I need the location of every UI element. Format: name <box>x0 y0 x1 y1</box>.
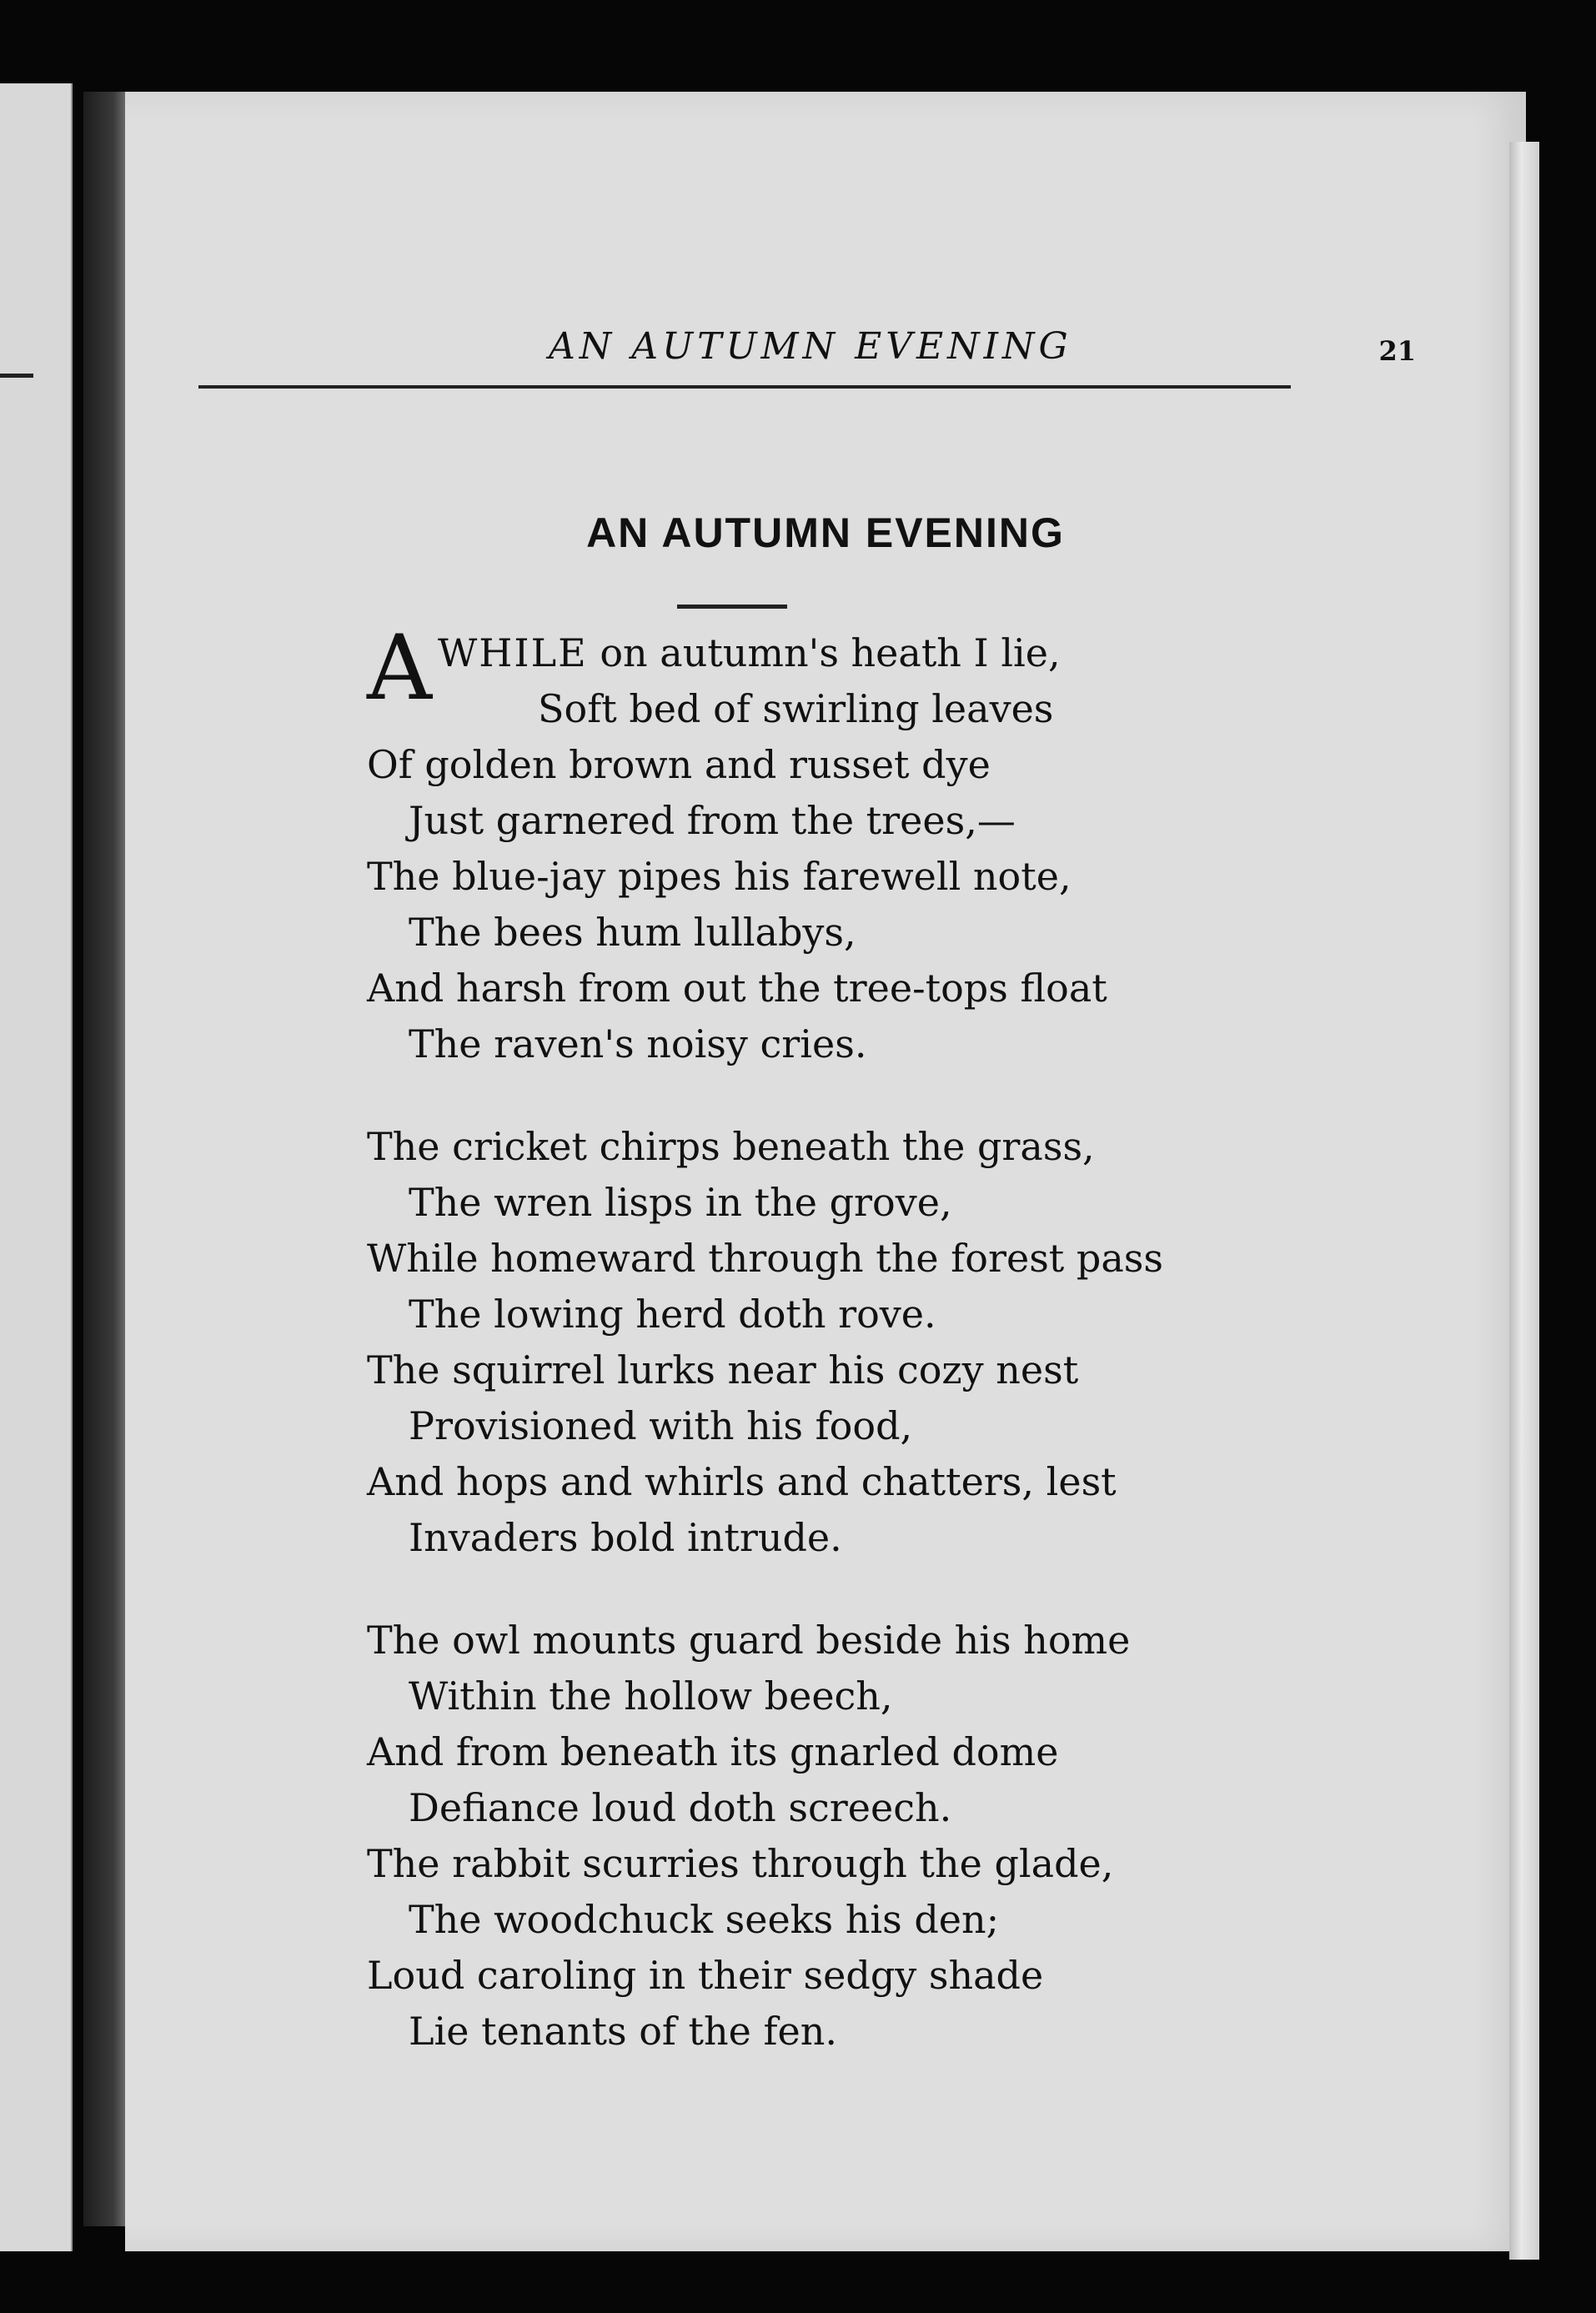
stanza <box>367 1613 1284 2060</box>
stanza <box>367 616 1284 1072</box>
poem-line: Provisioned with his food, <box>409 1403 913 1448</box>
poem-line: And hops and whirls and chatters, lest <box>367 1459 1117 1504</box>
book-page <box>125 92 1526 2251</box>
poem-line: The bees hum lullabys, <box>409 910 856 955</box>
title-rule <box>677 605 787 609</box>
facing-page-rule <box>0 374 33 378</box>
poem-line: Within the hollow beech, <box>409 1673 893 1718</box>
facing-page-edge <box>0 83 73 2251</box>
poem-line: Of golden brown and russet dye <box>367 742 991 787</box>
running-head-title: AN AUTUMN EVENING <box>549 325 1072 368</box>
poem-line: The cricket chirps beneath the grass, <box>367 1124 1095 1169</box>
poem-title: AN AUTUMN EVENING <box>586 509 1065 556</box>
stanza-break <box>367 1072 1284 1119</box>
poem-line: While homeward through the forest pass <box>367 1236 1163 1281</box>
poem-line: The rabbit scurries through the glade, <box>367 1841 1114 1886</box>
first-word: WHILE <box>438 630 588 675</box>
poem-line: The squirrel lurks near his cozy nest <box>367 1347 1079 1392</box>
poem-line: The blue-jay pipes his farewell note, <box>367 854 1072 899</box>
poem-line: The raven's noisy cries. <box>409 1021 867 1066</box>
running-head-rule <box>198 385 1291 389</box>
poem-line: Lie tenants of the fen. <box>409 2009 837 2054</box>
poem-line: Loud caroling in their sedgy shade <box>367 1953 1044 1998</box>
first-line-text: on autumn's heath I lie, <box>587 630 1061 675</box>
poem-line: Soft bed of swirling leaves <box>538 686 1054 731</box>
page-number: 21 <box>1378 335 1416 367</box>
poem-line: The lowing herd doth rove. <box>409 1292 936 1337</box>
poem-body <box>367 616 1284 2060</box>
running-head <box>198 325 1416 417</box>
drop-cap: A <box>367 616 432 720</box>
page-edge <box>1509 142 1539 2260</box>
poem-line: And from beneath its gnarled dome <box>367 1729 1059 1774</box>
poem-line: Just garnered from the trees,— <box>409 798 1016 843</box>
stanza <box>367 1119 1284 1566</box>
poem-line: Invaders bold intrude. <box>409 1515 842 1560</box>
poem-line: And harsh from out the tree-tops float <box>367 966 1107 1011</box>
poem-line: The owl mounts guard beside his home <box>367 1618 1131 1663</box>
stanza-break <box>367 1566 1284 1613</box>
poem-line: The wren lisps in the grove, <box>409 1180 952 1225</box>
poem-line: The woodchuck seeks his den; <box>409 1897 1000 1942</box>
poem-line: Defiance loud doth screech. <box>409 1785 952 1830</box>
